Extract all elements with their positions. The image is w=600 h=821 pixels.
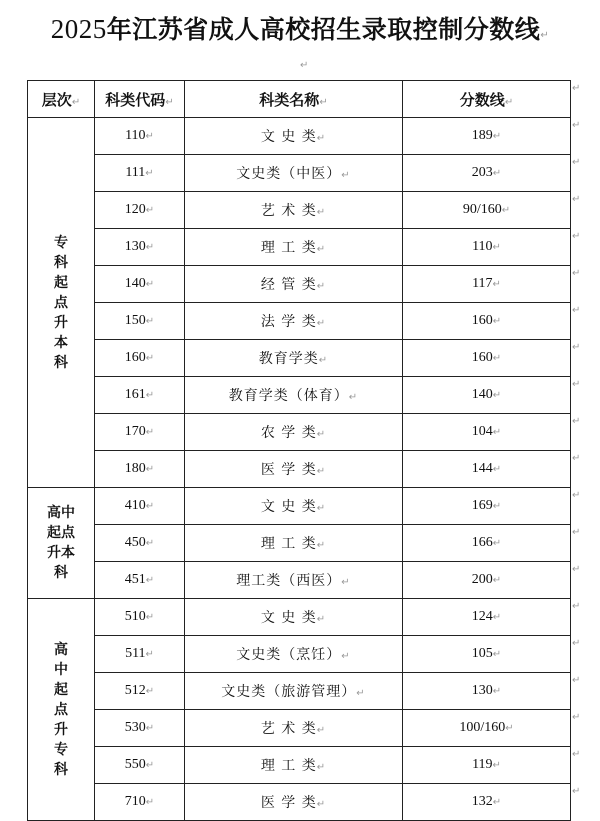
name-cell: 法 学 类↵ — [185, 303, 403, 340]
score-cell: 203↵ — [403, 155, 571, 192]
table-row — [28, 229, 571, 266]
row-end-mark: ↵ — [572, 712, 581, 723]
name-cell: 医 学 类↵ — [185, 784, 403, 821]
row-end-mark: ↵ — [572, 379, 581, 390]
name-cell: 理 工 类↵ — [185, 229, 403, 266]
score-cell: 100/160↵ — [403, 710, 571, 747]
score-cell: 140↵ — [403, 377, 571, 414]
level-cell — [28, 599, 95, 821]
name-cell: 文史类（旅游管理）↵ — [185, 673, 403, 710]
score-cell: 130↵ — [403, 673, 571, 710]
name-cell: 艺 术 类↵ — [185, 192, 403, 229]
score-cell: 160↵ — [403, 303, 571, 340]
score-cell: 90/160↵ — [403, 192, 571, 229]
row-end-mark: ↵ — [572, 120, 581, 131]
row-end-mark: ↵ — [572, 601, 581, 612]
score-table — [27, 80, 571, 821]
code-cell: 710↵ — [95, 784, 185, 821]
code-cell: 140↵ — [95, 266, 185, 303]
header-name: 科类名称↵ — [185, 81, 403, 118]
code-cell: 161↵ — [95, 377, 185, 414]
code-cell: 150↵ — [95, 303, 185, 340]
table-row — [28, 303, 571, 340]
level-char: 起点 — [47, 525, 75, 541]
name-cell: 文 史 类↵ — [185, 118, 403, 155]
code-cell: 530↵ — [95, 710, 185, 747]
name-cell: 文史类（烹饪）↵ — [185, 636, 403, 673]
table-row — [28, 340, 571, 377]
table-row — [28, 377, 571, 414]
table-row — [28, 488, 571, 525]
table-row — [28, 414, 571, 451]
row-end-mark: ↵ — [572, 490, 581, 501]
header-level: 层次↵ — [28, 81, 95, 118]
row-end-mark: ↵ — [572, 231, 581, 242]
table-row — [28, 562, 571, 599]
title-text: 年江苏省成人高校招生录取控制分数线 — [106, 15, 541, 44]
level-char: 点 — [54, 701, 68, 718]
code-cell: 120↵ — [95, 192, 185, 229]
table-row — [28, 155, 571, 192]
level-char: 升 — [54, 721, 68, 738]
page-title — [0, 10, 600, 46]
row-end-mark: ↵ — [572, 157, 581, 168]
level-char: 科 — [54, 254, 68, 271]
name-cell: 理 工 类↵ — [185, 525, 403, 562]
row-end-mark: ↵ — [572, 749, 581, 760]
table-row — [28, 747, 571, 784]
code-cell: 111↵ — [95, 155, 185, 192]
level-char: 本 — [54, 334, 68, 351]
score-cell: 104↵ — [403, 414, 571, 451]
paragraph-mark: ↵ — [540, 30, 550, 41]
name-cell: 文 史 类↵ — [185, 599, 403, 636]
score-cell: 132↵ — [403, 784, 571, 821]
row-end-mark: ↵ — [572, 564, 581, 575]
code-cell: 512↵ — [95, 673, 185, 710]
name-cell: 经 管 类↵ — [185, 266, 403, 303]
score-cell: 117↵ — [403, 266, 571, 303]
table-body — [28, 118, 571, 821]
row-end-mark: ↵ — [572, 675, 581, 686]
name-cell: 艺 术 类↵ — [185, 710, 403, 747]
level-char: 专 — [54, 741, 68, 758]
score-cell: 160↵ — [403, 340, 571, 377]
level-char: 升本 — [47, 545, 75, 561]
table-row — [28, 673, 571, 710]
code-cell: 550↵ — [95, 747, 185, 784]
name-cell: 医 学 类↵ — [185, 451, 403, 488]
code-cell: 110↵ — [95, 118, 185, 155]
score-cell: 189↵ — [403, 118, 571, 155]
name-cell: 理 工 类↵ — [185, 747, 403, 784]
name-cell: 文史类（中医）↵ — [185, 155, 403, 192]
table-row — [28, 636, 571, 673]
level-char: 升 — [54, 314, 68, 331]
score-cell: 119↵ — [403, 747, 571, 784]
score-cell: 144↵ — [403, 451, 571, 488]
table-row — [28, 525, 571, 562]
name-cell: 教育学类↵ — [185, 340, 403, 377]
score-cell: 105↵ — [403, 636, 571, 673]
row-end-mark: ↵ — [572, 342, 581, 353]
code-cell: 160↵ — [95, 340, 185, 377]
score-cell: 124↵ — [403, 599, 571, 636]
name-cell: 理工类（西医）↵ — [185, 562, 403, 599]
table-row — [28, 710, 571, 747]
code-cell: 511↵ — [95, 636, 185, 673]
table-header-row — [28, 81, 571, 118]
score-cell: 166↵ — [403, 525, 571, 562]
name-cell: 教育学类（体育）↵ — [185, 377, 403, 414]
code-cell: 450↵ — [95, 525, 185, 562]
table-row — [28, 192, 571, 229]
header-code: 科类代码↵ — [95, 81, 185, 118]
paragraph-mark: ↵ — [300, 60, 309, 71]
row-end-mark: ↵ — [572, 416, 581, 427]
level-char: 高中 — [47, 505, 75, 521]
table-row — [28, 266, 571, 303]
name-cell: 文 史 类↵ — [185, 488, 403, 525]
code-cell: 410↵ — [95, 488, 185, 525]
table-row — [28, 118, 571, 155]
level-char: 点 — [54, 294, 68, 311]
table-row — [28, 451, 571, 488]
level-cell — [28, 118, 95, 488]
row-end-mark: ↵ — [572, 83, 581, 94]
code-cell: 451↵ — [95, 562, 185, 599]
level-char: 专 — [54, 234, 68, 251]
score-cell: 110↵ — [403, 229, 571, 266]
name-cell: 农 学 类↵ — [185, 414, 403, 451]
table-row — [28, 784, 571, 821]
level-char: 起 — [54, 274, 68, 291]
score-cell: 200↵ — [403, 562, 571, 599]
row-end-marks — [572, 80, 592, 820]
level-char: 科 — [54, 761, 68, 778]
row-end-mark: ↵ — [572, 194, 581, 205]
level-char: 高 — [54, 641, 68, 658]
row-end-mark: ↵ — [572, 268, 581, 279]
table-row — [28, 599, 571, 636]
row-end-mark: ↵ — [572, 638, 581, 649]
header-score: 分数线↵ — [403, 81, 571, 118]
row-end-mark: ↵ — [572, 305, 581, 316]
level-char: 中 — [54, 661, 68, 678]
level-char: 起 — [54, 681, 68, 698]
code-cell: 510↵ — [95, 599, 185, 636]
row-end-mark: ↵ — [572, 453, 581, 464]
code-cell: 180↵ — [95, 451, 185, 488]
row-end-mark: ↵ — [572, 527, 581, 538]
row-end-mark: ↵ — [572, 786, 581, 797]
score-cell: 169↵ — [403, 488, 571, 525]
level-cell — [28, 488, 95, 599]
title-year: 2025 — [50, 14, 107, 44]
level-char: 科 — [54, 354, 68, 371]
code-cell: 130↵ — [95, 229, 185, 266]
level-char: 科 — [54, 565, 68, 581]
code-cell: 170↵ — [95, 414, 185, 451]
